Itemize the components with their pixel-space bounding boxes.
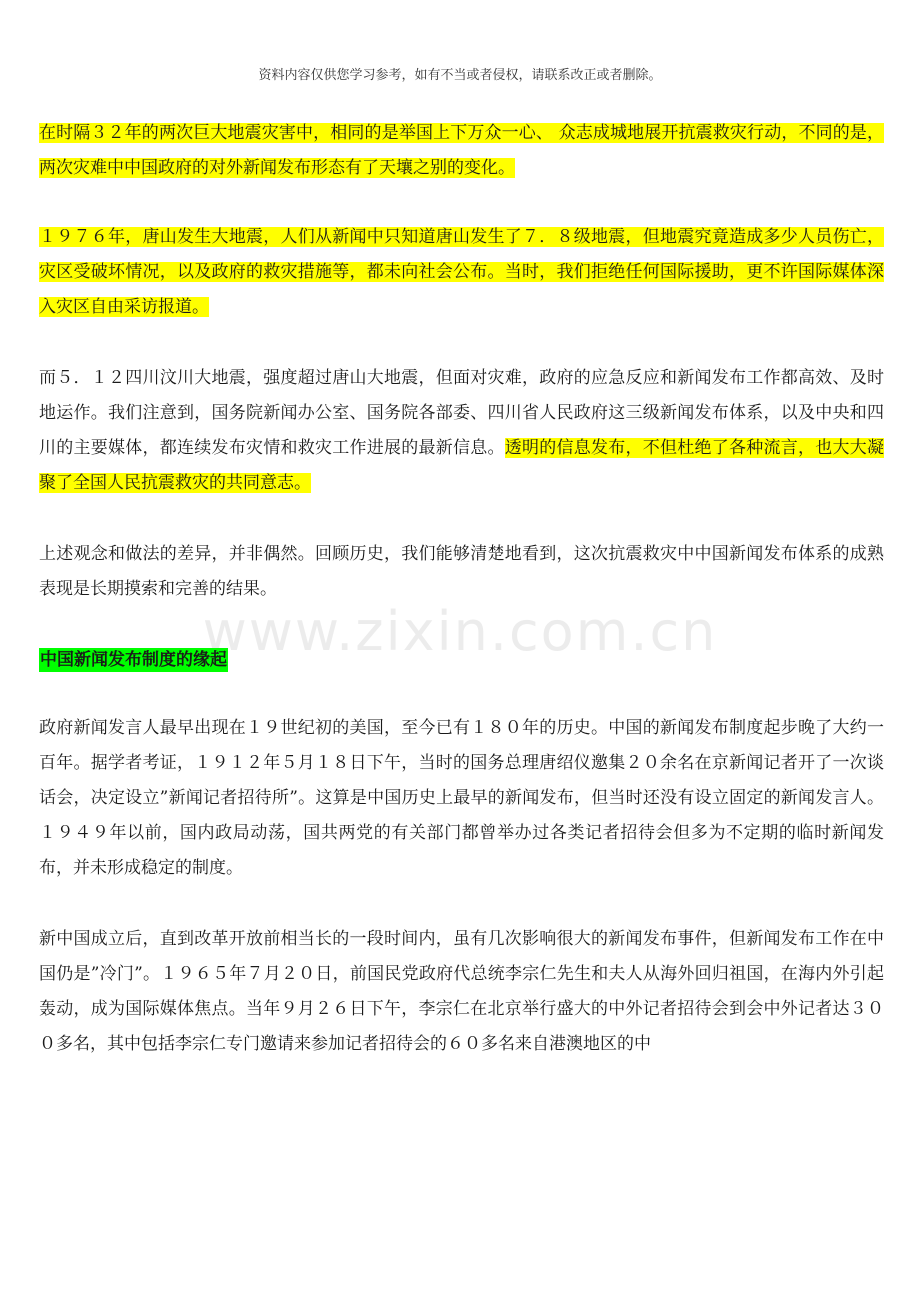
highlighted-text: １９７６年，唐山发生大地震，人们从新闻中只知道唐山发生了７．８级地震，但地震究竟造成多少人员伤亡，灾区受破坏情况，以及政府的救灾措施等，都未向社会公布。当时，我们拒绝任何国际援助，更不许国际媒体深入灾区自由采访报道。: [39, 227, 884, 317]
paragraph-2: [39, 220, 884, 325]
document-body: [39, 116, 884, 1062]
highlighted-text: 透明的信息发布，不但杜绝了各种流言，也大大凝聚了全国人民抗震救灾的共同意志。: [39, 438, 884, 493]
paragraph-5: 政府新闻发言人最早出现在１９世纪初的美国，至今已有１８０年的历史。中国的新闻发布制度起步晚了大约一百年。据学者考证，１９１２年５月１８日下午，当时的国务总理唐绍仪邀集２０余名在京新闻记者开了一次谈话会，决定设立”新闻记者招待所”。这算是中国历史上最早的新闻发布，但当时还没有设立固定的新闻发言人。１９４９年以前，国内政局动荡，国共两党的有关部门都曾举办过各类记者招待会但多为不定期的临时新闻发布，并未形成稳定的制度。: [39, 718, 884, 878]
disclaimer-header: 资料内容仅供您学习参考，如有不当或者侵权，请联系改正或者删除。: [258, 68, 662, 83]
paragraph-4: 上述观念和做法的差异，并非偶然。回顾历史，我们能够清楚地看到，这次抗震救灾中中国新闻发布体系的成熟表现是长期摸索和完善的结果。: [39, 544, 884, 599]
section-heading-text: 中国新闻发布制度的缘起: [40, 650, 227, 670]
paragraph-1: [39, 116, 884, 186]
paragraph-6: 新中国成立后，直到改革开放前相当长的一段时间内，虽有几次影响很大的新闻发布事件，但新闻发布工作在中国仍是”冷门”。１９６５年７月２０日，前国民党政府代总统李宗仁先生和夫人从海外回归祖国，在海内外引起轰动，成为国际媒体焦点。当年９月２６日下午，李宗仁在北京举行盛大的中外记者招待会到会中外记者达３００多名，其中包括李宗仁专门邀请来参加记者招待会的６０多名来自港澳地区的中: [39, 929, 884, 1054]
watermark: www.zixin.com.cn: [202, 600, 718, 663]
paragraph-3-text: 而５．１２四川汶川大地震，强度超过唐山大地震，但面对灾难，政府的应急反应和新闻发布工作都高效、及时地运作。我们注意到，国务院新闻办公室、国务院各部委、四川省人民政府这三级新闻发布体系，以及中央和四川的主要媒体，都连续发布灾情和救灾工作进展的最新信息。: [39, 368, 884, 458]
section-heading: [39, 645, 884, 675]
highlighted-text: 在时隔３２年的两次巨大地震灾害中，相同的是举国上下万众一心、 众志成城地展开抗震救灾行动，不同的是，两次灾难中中国政府的对外新闻发布形态有了天壤之别的变化。: [39, 123, 884, 178]
paragraph-3: [39, 361, 884, 501]
